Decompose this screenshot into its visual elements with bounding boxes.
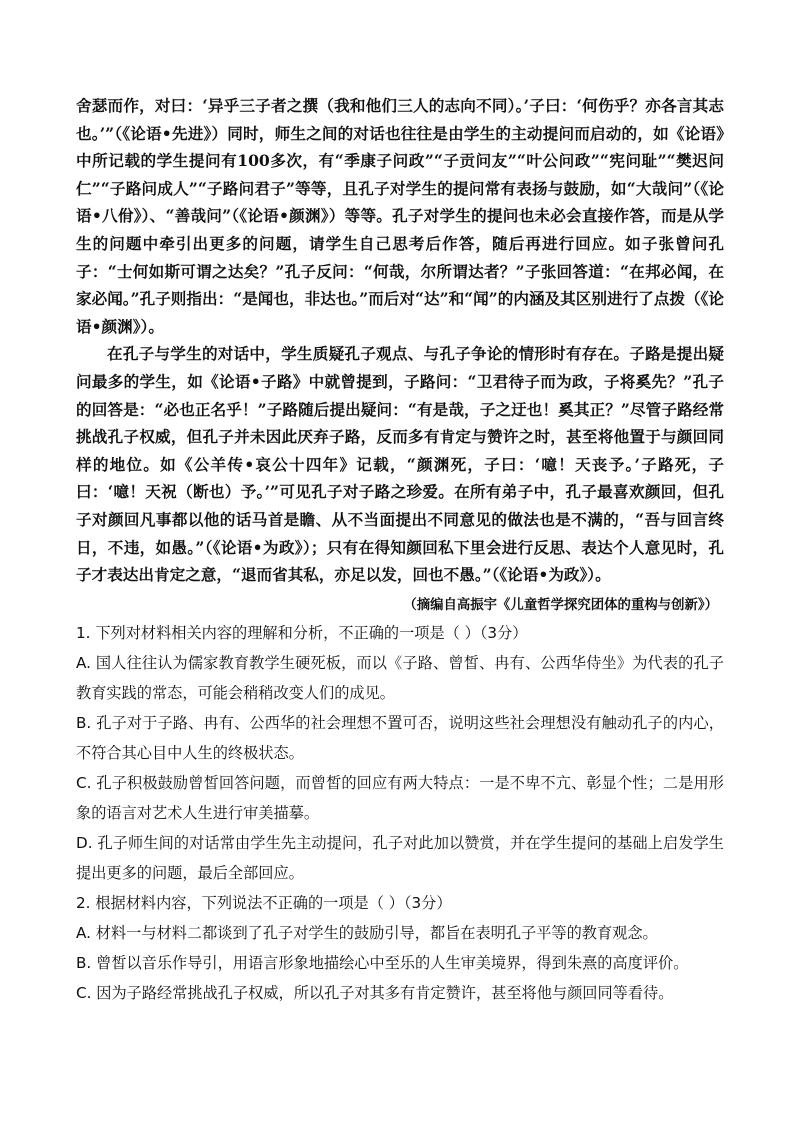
passage-paragraph: 舍瑟而作，对曰：‘异乎三子者之撰（我和他们三人的志向不同）。’子曰：‘何伤乎？亦各言其志也。’”（《论语•先进》）同时，师生之间的对话也往往是由学生的主动提问而启动的，如《论语》中所记载的学生提问有100多次，有“季康子问政”“子贡问友”“叶公问政”“宪问耻”“樊迟问仁”“子路问成人”“子路问君子”等等，且孔子对学生的提问常有表扬与鼓励，如“大哉问”（《论语•八佾》）、“善哉问”（《论语•颜渊》）等等。孔子对学生的提问也未必会直接作答，而是从学生的问题中牵引出更多的问题，请学生自己思考后作答，随后再进行回应。如子张曾问孔子：“士何如斯可谓之达矣？”孔子反问：“何哉，尔所谓达者？”子张回答道：“在邦必闻，在家必闻。”孔子则指出：“是闻也，非达也。”而后对“达”和“闻”的内涵及其区别进行了点拨（《论语•颜渊》）。 [76,96,724,336]
question-stem: 1. 下列对材料相关内容的理解和分析，不正确的一项是（ ）（3分） [76,623,528,642]
answer-option: B. 曾皙以音乐作导引，用语言形象地描绘心中至乐的人生审美境界，得到朱熹的高度评价。 [76,953,689,972]
answer-option: C. 因为子路经常挑战孔子权威，所以孔子对其多有肯定赞许，甚至将他与颜回同等看待。 [76,983,674,1002]
answer-option: D. 孔子师生间的对话常由学生先主动提问，孔子对此加以赞赏，并在学生提问的基础上启发学生提出更多的问题，最后全部回应。 [76,833,724,882]
question-stem: 2. 根据材料内容，下列说法不正确的一项是（ ）（3分） [76,893,452,912]
passage-paragraph: 在孔子与学生的对话中，学生质疑孔子观点、与孔子争论的情形时有存在。子路是提出疑问最多的学生，如《论语•子路》中就曾提到，子路问：“卫君待子而为政，子将奚先？”孔子的回答是：“必也正名乎！”子路随后提出疑问：“有是哉，子之迂也！奚其正？”尽管子路经常挑战孔子权威，但孔子并未因此厌弃子路，反而多有肯定与赞许之时，甚至将他置于与颜回同样的地位。如《公羊传•哀公十四年》记载，“颜渊死，子曰：‘噫！天丧予。’子路死，子曰：‘噫！天祝（断也）予。’”可见孔子对子路之珍爱。在所有弟子中，孔子最喜欢颜回，但孔子对颜回凡事都以他的话马首是瞻、从不当面提出不同意见的做法也是不满的，“吾与回言终日，不违，如愚。”（《论语•为政》）；只有在得知颜回私下里会进行反思、表达个人意见时，孔子才表达出肯定之意，“退而省其私，亦足以发，回也不愚。”（《论语•为政》）。 [76,344,724,585]
answer-option: C. 孔子积极鼓励曾皙回答问题，而曾皙的回应有两大特点：一是不卑不亢、彰显个性；二是用形象的语言对艺术人生进行审美描摹。 [76,773,724,822]
source-citation: （摘编自高振宇《儿童哲学探究团体的重构与创新》） [403,596,718,613]
answer-option: A. 国人往往认为儒家教育教学生硬死板，而以《子路、曾皙、冉有、公西华侍坐》为代表的孔子教育实践的常态，可能会稍稍改变人们的成见。 [76,653,724,702]
answer-option: A. 材料一与材料二都谈到了孔子对学生的鼓励引导，都旨在表明孔子平等的教育观念。 [76,923,658,942]
answer-option: B. 孔子对于子路、冉有、公西华的社会理想不置可否，说明这些社会理想没有触动孔子的内心，不符合其心目中人生的终极状态。 [76,713,724,762]
document-page [76,92,724,1008]
